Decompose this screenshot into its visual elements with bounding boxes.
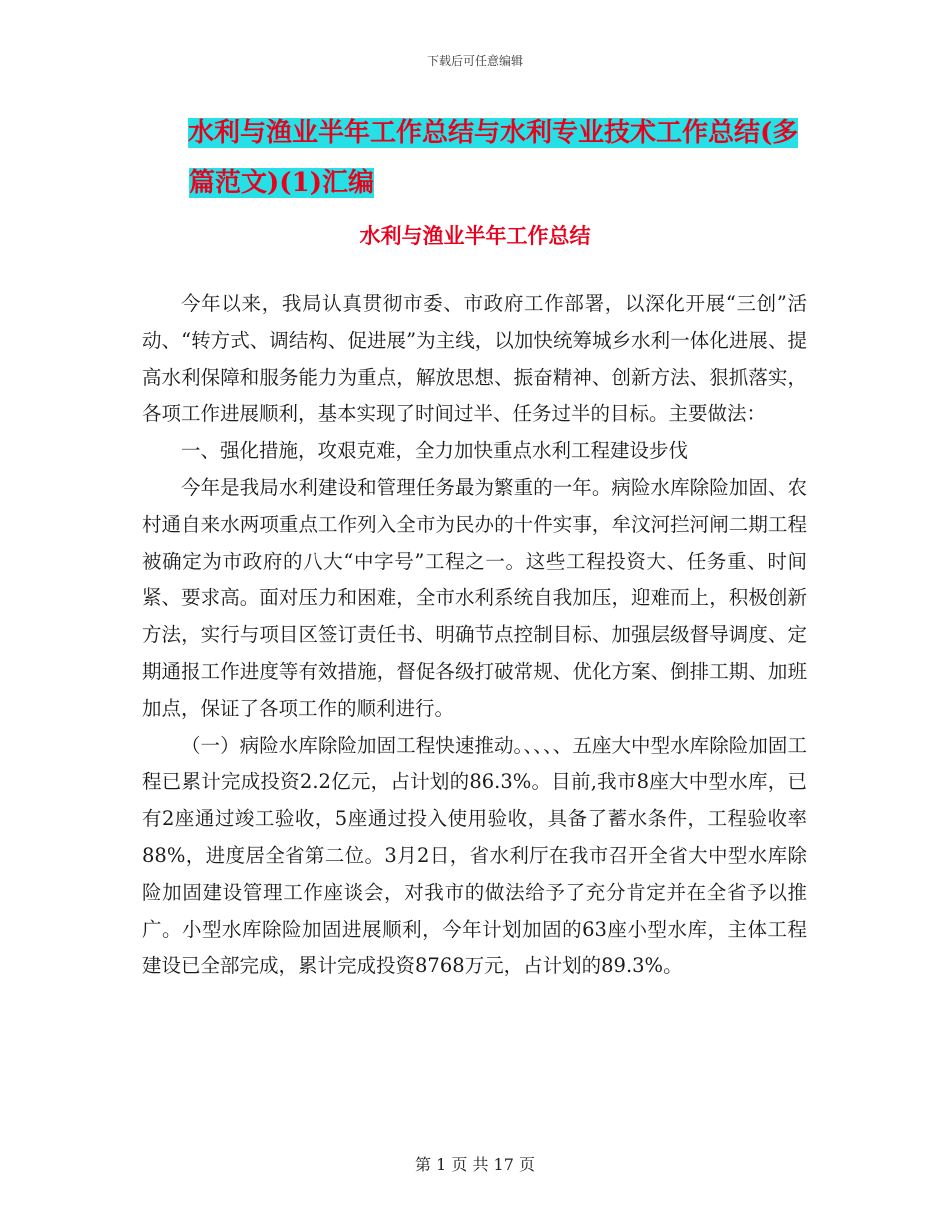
- document-title-line-1: [140, 108, 840, 158]
- paragraph-intro: 今年以来，我局认真贯彻市委、市政府工作部署，以深化开展“三创”活动、“转方式、调结构、促进展”为主线，以加快统筹城乡水利一体化进展、提高水利保障和服务能力为重点，解放思想、振奋精神、创新方法、狠抓落实，各项工作进展顺利，基本实现了时间过半、任务过半的目标。主要做法：: [142, 292, 807, 426]
- paragraph-reservoir: （一）病险水库除险加固工程快速推动。、、、、五座大中型水库除险加固工程已累计完成投资2.2亿元，占计划的86.3%。目前,我市8座大中型水库，已有2座通过竣工验收，5座通过投入使用验收，具备了蓄水条件，工程验收率88%，进度居全省第二位。3月2日，省水利厅在我市召开全省大中型水库除险加固建设管理工作座谈会，对我市的做法给予了充分肯定并在全省予以推广。小型水库除险加固进展顺利，今年计划加固的63座小型水库，主体工程建设已全部完成，累计完成投资8768万元，占计划的89.3%。: [142, 733, 807, 978]
- body-text: [142, 286, 807, 985]
- page-header-note: 下载后可任意编辑: [426, 54, 523, 68]
- paragraph-heading-1: 一、强化措施，攻艰克难，全力加快重点水利工程建设步伐: [181, 439, 689, 463]
- page-number: 第 1 页 共 17 页: [415, 1155, 535, 1174]
- document-title: [140, 108, 840, 208]
- document-title-line-2: [140, 158, 840, 208]
- paragraph-overview: 今年是我局水利建设和管理任务最为繁重的一年。病险水库除险加固、农村通自来水两项重点工作列入全市为民办的十件实事，牟汶河拦河闸二期工程被确定为市政府的八大“中字号”工程之一。这些工程投资大、任务重、时间紧、要求高。面对压力和困难，全市水利系统自我加压，迎难而上，积极创新方法，实行与项目区签订责任书、明确节点控制目标、加强层级督导调度、定期通报工作进度等有效措施，督促各级打破常规、优化方案、倒排工期、加班加点，保证了各项工作的顺利进行。: [142, 475, 807, 720]
- section-heading: 水利与渔业半年工作总结: [359, 223, 591, 248]
- title-highlight-2: 篇范文)(1)汇编: [189, 168, 374, 198]
- title-highlight-1: 水利与渔业半年工作总结与水利专业技术工作总结(多: [188, 118, 799, 148]
